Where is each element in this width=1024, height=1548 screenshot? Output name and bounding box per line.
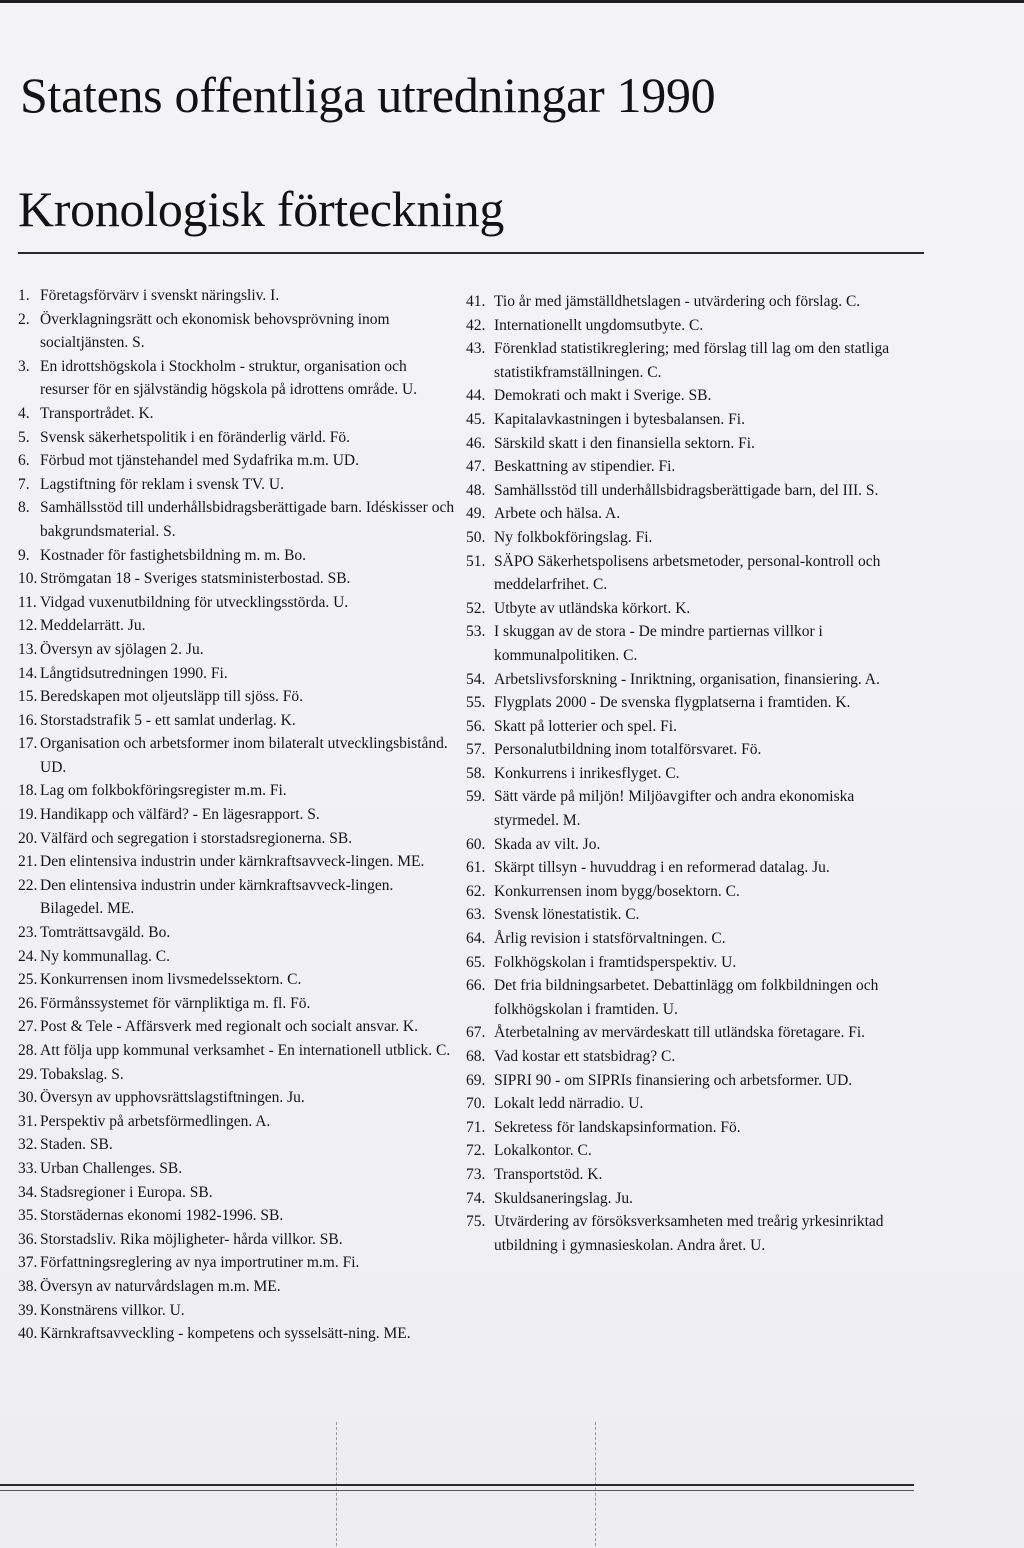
list-item xyxy=(18,709,456,733)
item-text: Konkurrensen inom livsmedelssektorn. C. xyxy=(40,971,302,989)
item-number: 33. xyxy=(18,1159,38,1177)
item-text: Internationellt ungdomsutbyte. C. xyxy=(494,316,704,334)
list-item xyxy=(466,432,916,456)
item-number: 46. xyxy=(466,434,486,452)
footer-rule xyxy=(0,1484,914,1486)
item-number: 18. xyxy=(18,782,38,800)
list-item xyxy=(466,1092,916,1116)
item-number: 67. xyxy=(466,1024,486,1042)
item-text: Skatt på lotterier och spel. Fi. xyxy=(494,717,677,735)
item-text: Svensk säkerhetspolitik i en föränderlig värld. Fö. xyxy=(40,428,350,446)
item-text: Lokalt ledd närradio. U. xyxy=(494,1095,644,1113)
list-item xyxy=(466,974,916,1021)
item-number: 62. xyxy=(466,882,486,900)
item-number: 36. xyxy=(18,1230,38,1248)
list-item xyxy=(466,785,916,832)
list-item xyxy=(18,732,456,779)
item-text: Den elintensiva industrin under kärnkraftsavveck-lingen. Bilagedel. ME. xyxy=(40,876,394,918)
item-text: Vad kostar ett statsbidrag? C. xyxy=(494,1048,676,1065)
item-text: Tio år med jämställdhetslagen - utvärdering och förslag. C. xyxy=(494,293,861,310)
list-item xyxy=(466,620,916,667)
item-number: 11. xyxy=(18,593,37,611)
list-item xyxy=(466,1116,916,1140)
item-text: Sekretess för landskapsinformation. Fö. xyxy=(494,1118,741,1136)
item-number: 10. xyxy=(18,570,38,588)
list-item xyxy=(18,968,456,992)
item-number: 13. xyxy=(18,640,38,658)
item-text: Översyn av sjölagen 2. Ju. xyxy=(40,640,204,658)
footer-rule-thin xyxy=(0,1490,914,1491)
item-text: Samhällsstöd till underhållsbidragsberättigade barn. Idéskisser och bakgrundsmaterial. S. xyxy=(40,499,455,540)
item-text: Ny folkbokföringslag. Fi. xyxy=(494,528,653,546)
item-number: 27. xyxy=(18,1018,38,1036)
list-item xyxy=(18,1039,456,1063)
list-item xyxy=(466,856,916,880)
item-number: 39. xyxy=(18,1301,38,1319)
list-item xyxy=(18,827,456,851)
item-number: 15. xyxy=(18,688,38,706)
list-item xyxy=(18,662,456,686)
item-number: 30. xyxy=(18,1089,38,1107)
item-text: Lag om folkbokföringsregister m.m. Fi. xyxy=(40,782,287,800)
item-text: I skuggan av de stora - De mindre partiernas villkor i kommunalpolitiken. C. xyxy=(494,623,823,664)
item-number: 48. xyxy=(466,481,486,499)
item-number: 3. xyxy=(18,357,30,375)
item-number: 7. xyxy=(18,475,30,493)
item-text: SÄPO Säkerhetspolisens arbetsmetoder, personal-kontroll och meddelarfrihet. C. xyxy=(494,552,881,594)
list-item xyxy=(18,402,456,426)
list-item xyxy=(18,1157,456,1181)
list-item xyxy=(466,903,916,927)
list-item xyxy=(466,668,916,692)
list-item xyxy=(18,1251,456,1275)
item-text: Kärnkraftsavveckling - kompetens och sysselsätt-ning. ME. xyxy=(40,1325,411,1343)
item-number: 41. xyxy=(466,293,486,310)
list-item xyxy=(18,496,456,543)
list-item xyxy=(18,591,456,615)
list-item xyxy=(466,951,916,975)
list-item xyxy=(18,1110,456,1134)
item-number: 44. xyxy=(466,387,486,405)
item-text: Arbetslivsforskning - Inriktning, organisation, finansiering. A. xyxy=(494,670,880,688)
item-number: 35. xyxy=(18,1207,38,1225)
page-subtitle: Kronologisk förteckning xyxy=(18,181,505,237)
item-number: 22. xyxy=(18,876,38,894)
list-item xyxy=(18,992,456,1016)
list-item xyxy=(18,1204,456,1228)
item-text: Beskattning av stipendier. Fi. xyxy=(494,458,676,476)
item-text: Konkurrens i inrikesflyget. C. xyxy=(494,764,680,782)
item-number: 64. xyxy=(466,930,486,948)
item-number: 26. xyxy=(18,994,38,1012)
list-item xyxy=(18,544,456,568)
item-number: 8. xyxy=(18,499,30,517)
item-number: 14. xyxy=(18,664,38,682)
list-item xyxy=(466,1021,916,1045)
item-number: 60. xyxy=(466,835,486,853)
item-text: Arbete och hälsa. A. xyxy=(494,505,621,523)
list-item xyxy=(466,526,916,550)
left-column-list xyxy=(18,284,456,1346)
item-number: 43. xyxy=(466,340,486,358)
list-item xyxy=(466,502,916,526)
list-item xyxy=(466,550,916,597)
list-item xyxy=(18,473,456,497)
item-number: 1. xyxy=(18,287,30,304)
item-text: Kapitalavkastningen i bytesbalansen. Fi. xyxy=(494,410,745,428)
item-text: Förenklad statistikreglering; med förslag till lag om den statliga statistikframställningen. C. xyxy=(494,340,890,381)
list-item xyxy=(18,638,456,662)
list-item xyxy=(18,614,456,638)
item-number: 34. xyxy=(18,1183,38,1201)
list-item xyxy=(18,1133,456,1157)
list-item xyxy=(466,408,916,432)
item-number: 25. xyxy=(18,971,38,989)
item-number: 38. xyxy=(18,1277,38,1295)
list-item xyxy=(466,455,916,479)
list-item xyxy=(466,384,916,408)
item-number: 32. xyxy=(18,1136,38,1154)
list-item xyxy=(466,1163,916,1187)
list-item xyxy=(466,691,916,715)
item-number: 37. xyxy=(18,1254,38,1272)
item-number: 24. xyxy=(18,947,38,965)
item-number: 74. xyxy=(466,1189,486,1207)
item-text: Svensk lönestatistik. C. xyxy=(494,906,640,924)
item-text: Stadsregioner i Europa. SB. xyxy=(40,1183,213,1201)
item-text: Skärpt tillsyn - huvuddrag i en reformerad datalag. Ju. xyxy=(494,859,830,877)
item-text: Transportstöd. K. xyxy=(494,1165,603,1183)
item-text: Utbyte av utländska körkort. K. xyxy=(494,599,691,617)
page-title: Statens offentliga utredningar 1990 xyxy=(20,67,716,123)
item-number: 23. xyxy=(18,924,38,942)
item-text: Tobakslag. S. xyxy=(40,1065,124,1083)
list-item xyxy=(18,1228,456,1252)
item-text: Lokalkontor. C. xyxy=(494,1142,592,1160)
item-text: Konstnärens villkor. U. xyxy=(40,1301,185,1319)
item-number: 17. xyxy=(18,735,38,753)
item-text: Post & Tele - Affärsverk med regionalt och socialt ansvar. K. xyxy=(40,1018,419,1036)
list-item xyxy=(466,1187,916,1211)
list-item xyxy=(18,803,456,827)
list-item xyxy=(466,1139,916,1163)
item-number: 16. xyxy=(18,711,38,729)
item-text: Långtidsutredningen 1990. Fi. xyxy=(40,664,228,682)
item-text: Välfärd och segregation i storstadsregionerna. SB. xyxy=(40,829,353,847)
item-number: 45. xyxy=(466,410,486,428)
item-text: Förmånssystemet för värnpliktiga m. fl. Fö. xyxy=(40,994,311,1012)
item-number: 21. xyxy=(18,853,38,871)
item-text: Folkhögskolan i framtidsperspektiv. U. xyxy=(494,953,737,971)
list-item xyxy=(18,921,456,945)
item-text: Översyn av upphovsrättslagstiftningen. Ju. xyxy=(40,1089,305,1107)
item-number: 31. xyxy=(18,1112,38,1130)
item-number: 47. xyxy=(466,458,486,476)
list-item xyxy=(466,597,916,621)
item-text: Transportrådet. K. xyxy=(40,404,154,422)
item-text: Utvärdering av försöksverksamheten med treårig yrkesinriktad utbildning i gymnasieskolan. Andra året. U. xyxy=(494,1213,884,1254)
item-number: 52. xyxy=(466,599,486,617)
item-text: Företagsförvärv i svenskt näringsliv. I. xyxy=(40,287,280,304)
item-text: Översyn av naturvårdslagen m.m. ME. xyxy=(40,1277,281,1295)
item-number: 57. xyxy=(466,741,486,759)
list-item xyxy=(18,1275,456,1299)
list-item xyxy=(18,1299,456,1323)
item-number: 51. xyxy=(466,552,486,570)
item-text: Flygplats 2000 - De svenska flygplatserna i framtiden. K. xyxy=(494,694,851,712)
item-number: 2. xyxy=(18,310,30,328)
item-number: 55. xyxy=(466,694,486,712)
list-item xyxy=(18,1181,456,1205)
item-text: Perspektiv på arbetsförmedlingen. A. xyxy=(40,1112,271,1130)
list-item xyxy=(466,1210,916,1257)
item-text: Förbud mot tjänstehandel med Sydafrika m.m. UD. xyxy=(40,452,359,470)
list-item xyxy=(18,426,456,450)
list-item xyxy=(466,880,916,904)
list-item xyxy=(18,1322,456,1346)
item-text: Lagstiftning för reklam i svensk TV. U. xyxy=(40,475,284,493)
list-item xyxy=(466,290,916,314)
item-number: 72. xyxy=(466,1142,486,1160)
list-item xyxy=(18,1063,456,1087)
item-text: Handikapp och välfärd? - En lägesrapport. S. xyxy=(40,806,320,824)
item-text: Kostnader för fastighetsbildning m. m. Bo. xyxy=(40,546,307,564)
item-text: Organisation och arbetsformer inom bilateralt utvecklingsbistånd. UD. xyxy=(40,735,448,776)
item-text: Återbetalning av mervärdeskatt till utländska företagare. Fi. xyxy=(494,1024,866,1042)
item-text: Sätt värde på miljön! Miljöavgifter och andra ekonomiska styrmedel. M. xyxy=(494,788,855,830)
item-text: Staden. SB. xyxy=(40,1136,113,1154)
list-item xyxy=(18,355,456,402)
item-number: 70. xyxy=(466,1095,486,1113)
item-text: Meddelarrätt. Ju. xyxy=(40,617,146,635)
list-item xyxy=(18,1086,456,1110)
item-number: 54. xyxy=(466,670,486,688)
list-item xyxy=(466,833,916,857)
list-item xyxy=(466,1045,916,1069)
item-number: 58. xyxy=(466,764,486,782)
item-number: 5. xyxy=(18,428,30,446)
list-item xyxy=(466,715,916,739)
item-text: Konkurrensen inom bygg/bosektorn. C. xyxy=(494,882,740,900)
item-text: En idrottshögskola i Stockholm - struktur, organisation och resurser för en självständig högskola på idrottens område. U. xyxy=(40,357,418,399)
item-number: 69. xyxy=(466,1071,486,1089)
item-text: Särskild skatt i den finansiella sektorn. Fi. xyxy=(494,434,755,452)
item-number: 75. xyxy=(466,1213,486,1231)
item-text: Årlig revision i statsförvaltningen. C. xyxy=(494,930,726,948)
list-item xyxy=(466,762,916,786)
item-number: 19. xyxy=(18,806,38,824)
right-column-list xyxy=(466,290,916,1257)
item-number: 73. xyxy=(466,1165,486,1183)
list-item xyxy=(18,779,456,803)
item-number: 71. xyxy=(466,1118,486,1136)
item-number: 12. xyxy=(18,617,38,635)
list-item xyxy=(466,738,916,762)
list-item xyxy=(18,945,456,969)
item-number: 63. xyxy=(466,906,486,924)
item-text: SIPRI 90 - om SIPRIs finansiering och arbetsformer. UD. xyxy=(494,1071,853,1089)
item-number: 4. xyxy=(18,404,30,422)
item-text: Ny kommunallag. C. xyxy=(40,947,171,965)
item-number: 53. xyxy=(466,623,486,641)
header-rule xyxy=(18,252,924,254)
list-item xyxy=(18,850,456,874)
list-item xyxy=(18,284,456,308)
item-text: Strömgatan 18 - Sveriges statsministerbostad. SB. xyxy=(40,570,351,588)
item-text: Den elintensiva industrin under kärnkraftsavveck-lingen. ME. xyxy=(40,853,425,871)
item-text: Skuldsaneringslag. Ju. xyxy=(494,1189,634,1207)
item-text: Författningsreglering av nya importrutiner m.m. Fi. xyxy=(40,1254,360,1272)
item-text: Det fria bildningsarbetet. Debattinlägg om folkbildningen och folkhögskolan i framtiden. U. xyxy=(494,977,879,1018)
item-text: Urban Challenges. SB. xyxy=(40,1159,183,1177)
item-number: 56. xyxy=(466,717,486,735)
list-item xyxy=(466,337,916,384)
item-text: Demokrati och makt i Sverige. SB. xyxy=(494,387,712,405)
item-text: Skada av vilt. Jo. xyxy=(494,835,601,853)
list-item xyxy=(466,927,916,951)
item-text: Storstadsliv. Rika möjligheter- hårda villkor. SB. xyxy=(40,1230,343,1248)
item-text: Personalutbildning inom totalförsvaret. Fö. xyxy=(494,741,762,759)
item-number: 61. xyxy=(466,859,486,877)
page-top-edge xyxy=(0,0,1024,3)
item-number: 49. xyxy=(466,505,486,523)
item-number: 29. xyxy=(18,1065,38,1083)
item-text: Överklagningsrätt och ekonomisk behovsprövning inom socialtjänsten. S. xyxy=(40,310,390,352)
list-item xyxy=(18,308,456,355)
list-item xyxy=(18,874,456,921)
list-item xyxy=(18,449,456,473)
item-number: 65. xyxy=(466,953,486,971)
list-item xyxy=(466,479,916,503)
list-item xyxy=(18,567,456,591)
item-number: 66. xyxy=(466,977,486,995)
item-text: Samhällsstöd till underhållsbidragsberättigade barn, del III. S. xyxy=(494,481,879,499)
item-text: Beredskapen mot oljeutsläpp till sjöss. Fö. xyxy=(40,688,304,706)
list-item xyxy=(466,1069,916,1093)
item-text: Storstädernas ekonomi 1982-1996. SB. xyxy=(40,1207,284,1225)
list-item xyxy=(18,1015,456,1039)
item-text: Att följa upp kommunal verksamhet - En internationell utblick. C. xyxy=(40,1042,451,1059)
item-number: 42. xyxy=(466,316,486,334)
item-number: 50. xyxy=(466,528,486,546)
list-item xyxy=(18,685,456,709)
item-number: 6. xyxy=(18,452,30,470)
list-item xyxy=(466,314,916,338)
item-number: 68. xyxy=(466,1048,486,1065)
item-number: 40. xyxy=(18,1325,38,1343)
item-text: Vidgad vuxenutbildning för utvecklingsstörda. U. xyxy=(40,593,349,611)
item-number: 20. xyxy=(18,829,38,847)
item-number: 28. xyxy=(18,1042,38,1059)
item-number: 59. xyxy=(466,788,486,806)
item-text: Tomträttsavgäld. Bo. xyxy=(40,924,171,942)
item-number: 9. xyxy=(18,546,30,564)
item-text: Storstadstrafik 5 - ett samlat underlag. K. xyxy=(40,711,296,729)
